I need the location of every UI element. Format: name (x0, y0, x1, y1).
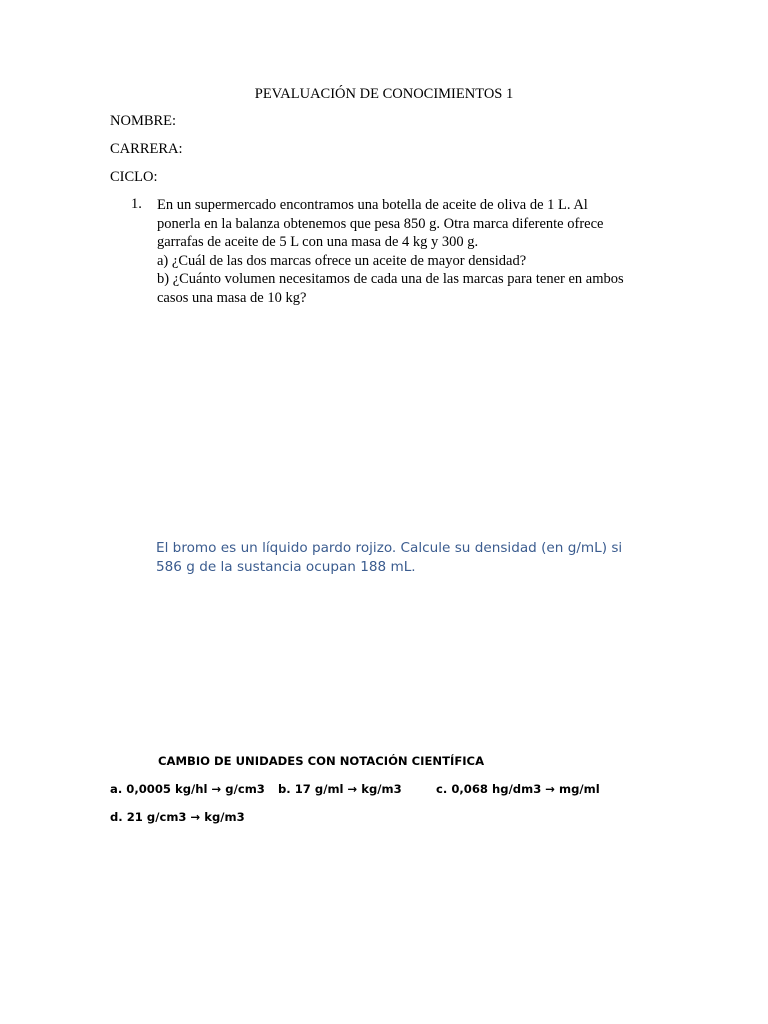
question-1-body (157, 196, 677, 308)
document-title-text: PEVALUACIÓN DE CONOCIMIENTOS 1 (254, 86, 514, 102)
question-1b-cont: casos una masa de 10 kg? (157, 289, 307, 306)
units-heading: CAMBIO DE UNIDADES CON NOTACIÓN CIENTÍFICA (158, 754, 485, 768)
field-nombre: NOMBRE: (110, 113, 177, 129)
bromo-line: 586 g de la sustancia ocupan 188 mL. (156, 559, 416, 575)
field-carrera: CARRERA: (110, 141, 183, 157)
unit-item-b: b. 17 g/ml → kg/m3 (278, 782, 402, 796)
bromo-question (156, 539, 622, 577)
question-1-line: ponerla en la balanza obtenemos que pesa 850 g. Otra marca diferente ofrece (157, 215, 604, 232)
unit-item-c: c. 0,068 hg/dm3 → mg/ml (436, 782, 600, 796)
question-1-line: garrafas de aceite de 5 L con una masa de 4 kg y 300 g. (157, 234, 479, 251)
unit-item-d: d. 21 g/cm3 → kg/m3 (110, 810, 245, 824)
question-1a: a) ¿Cuál de las dos marcas ofrece un aceite de mayor densidad? (157, 252, 527, 269)
field-ciclo: CICLO: (110, 169, 158, 185)
unit-item-a: a. 0,0005 kg/hl → g/cm3 (110, 782, 265, 796)
bromo-line: El bromo es un líquido pardo rojizo. Calcule su densidad (en g/mL) si (156, 540, 623, 556)
question-1b: b) ¿Cuánto volumen necesitamos de cada una de las marcas para tener en ambos (157, 271, 624, 288)
document-title (0, 86, 768, 103)
question-1-number: 1. (131, 196, 142, 212)
question-1-line: En un supermercado encontramos una botella de aceite de oliva de 1 L. Al (157, 197, 588, 213)
